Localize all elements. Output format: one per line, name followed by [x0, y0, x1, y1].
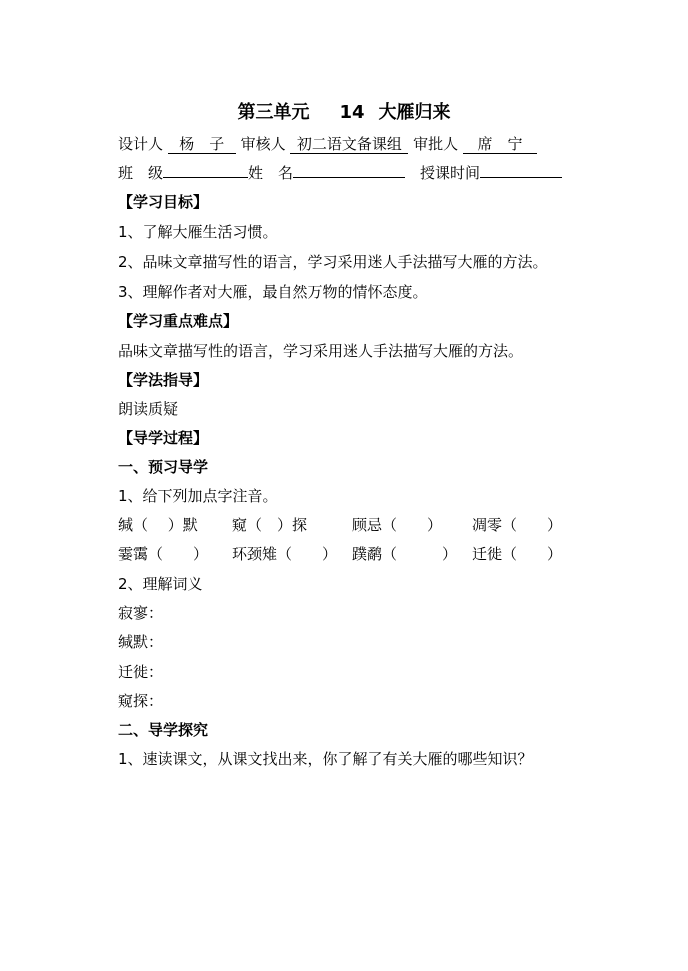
name-label: 姓 名 — [248, 164, 294, 182]
approver-value: 席 宁 — [463, 136, 537, 154]
name-blank[interactable] — [293, 177, 405, 178]
pinyin-item: 环颈雉（ ） — [232, 545, 338, 563]
reviewer-value: 初二语文备课组 — [290, 136, 408, 154]
time-blank[interactable] — [480, 177, 562, 178]
preview-question-1: 1、给下列加点字注音。 — [118, 487, 278, 505]
lesson-number: 14 — [339, 102, 365, 123]
process-heading: 【导学过程】 — [118, 429, 209, 447]
focus-text: 品味文章描写性的语言，学习采用迷人手法描写大雁的方法。 — [118, 342, 524, 360]
pinyin-item: 顾忌（ ） — [352, 516, 443, 534]
lesson-name: 大雁归来 — [378, 102, 451, 123]
pinyin-item: 凋零（ ） — [472, 516, 563, 534]
info-row — [118, 163, 562, 183]
designer-label: 设计人 — [118, 135, 164, 153]
reviewer-label: 审核人 — [240, 135, 286, 153]
staff-row — [118, 134, 537, 154]
page-title — [0, 101, 688, 125]
designer-value: 杨 子 — [168, 136, 236, 154]
method-heading: 【学法指导】 — [118, 371, 209, 389]
preview-heading: 一、预习导学 — [118, 458, 209, 476]
focus-heading: 【学习重点难点】 — [118, 312, 239, 330]
pinyin-item: 窥（ ）探 — [232, 516, 308, 534]
term-item: 寂寥： — [118, 604, 164, 622]
pinyin-item: 蹼鹬（ ） — [352, 545, 458, 563]
goal-item-2: 2、品味文章描写性的语言，学习采用迷人手法描写大雁的方法。 — [118, 253, 548, 271]
method-text: 朗读质疑 — [118, 400, 179, 418]
term-item: 迁徙： — [118, 663, 164, 681]
explore-question-1: 1、速读课文，从课文找出来，你了解了有关大雁的哪些知识？ — [118, 750, 533, 768]
preview-question-2: 2、理解词义 — [118, 575, 203, 593]
goal-item-1: 1、了解大雁生活习惯。 — [118, 223, 278, 241]
term-item: 缄默： — [118, 633, 164, 651]
pinyin-item: 缄（ ）默 — [118, 516, 198, 534]
goals-heading: 【学习目标】 — [118, 193, 209, 211]
explore-heading: 二、导学探究 — [118, 721, 209, 739]
approver-label: 审批人 — [413, 135, 459, 153]
unit-label: 第三单元 — [237, 102, 310, 123]
pinyin-item: 迁徙（ ） — [472, 545, 563, 563]
class-label: 班 级 — [118, 164, 164, 182]
term-item: 窥探： — [118, 692, 164, 710]
time-label: 授课时间 — [420, 164, 481, 182]
goal-item-3: 3、理解作者对大雁，最自然万物的情怀态度。 — [118, 283, 428, 301]
class-blank[interactable] — [163, 177, 248, 178]
pinyin-item: 霎霭（ ） — [118, 545, 209, 563]
